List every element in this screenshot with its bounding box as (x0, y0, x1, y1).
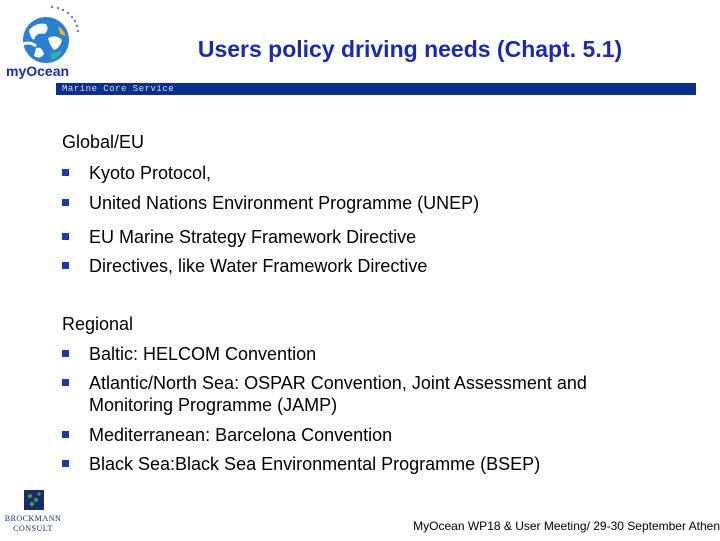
list-item-text: Directives, like Water Framework Directive (89, 256, 428, 276)
bullet-icon (62, 379, 69, 386)
bullet-icon (62, 169, 69, 176)
list-item-text: Baltic: HELCOM Convention (89, 344, 317, 364)
list-item-text: EU Marine Strategy Framework Directive (89, 227, 417, 247)
bullet-icon (62, 460, 69, 467)
section-heading-regional: Regional (62, 314, 134, 334)
bullet-icon (62, 431, 69, 438)
list-item-text: Atlantic/North Sea: OSPAR Convention, Joint Assessment and Monitoring Programme (JAMP) (89, 373, 587, 415)
list-item-text: United Nations Environment Programme (UNEP) (89, 193, 480, 213)
footer-text: MyOcean WP18 & User Meeting/ 29-30 September Athen (413, 519, 720, 533)
list-item-text: Black Sea:Black Sea Environmental Programme (BSEP) (89, 454, 541, 474)
bullet-icon (62, 233, 69, 240)
list-item-text: Kyoto Protocol, (89, 163, 212, 183)
svg-text:CONSULT: CONSULT (13, 524, 53, 533)
bullet-icon (62, 199, 69, 206)
page-title: Users policy driving needs (Chapt. 5.1) (197, 36, 623, 62)
bullet-icon (62, 350, 69, 357)
myocean-logo (6, 4, 86, 80)
section-heading-global: Global/EU (62, 132, 145, 152)
banner-strip: Marine Core Service (56, 83, 696, 95)
list-item-text: Mediterranean: Barcelona Convention (89, 425, 393, 445)
brockmann-consult-logo (2, 488, 64, 536)
logo-text: myOcean (6, 63, 70, 79)
svg-text:BROCKMANN: BROCKMANN (4, 514, 62, 523)
bullet-icon (62, 262, 69, 269)
